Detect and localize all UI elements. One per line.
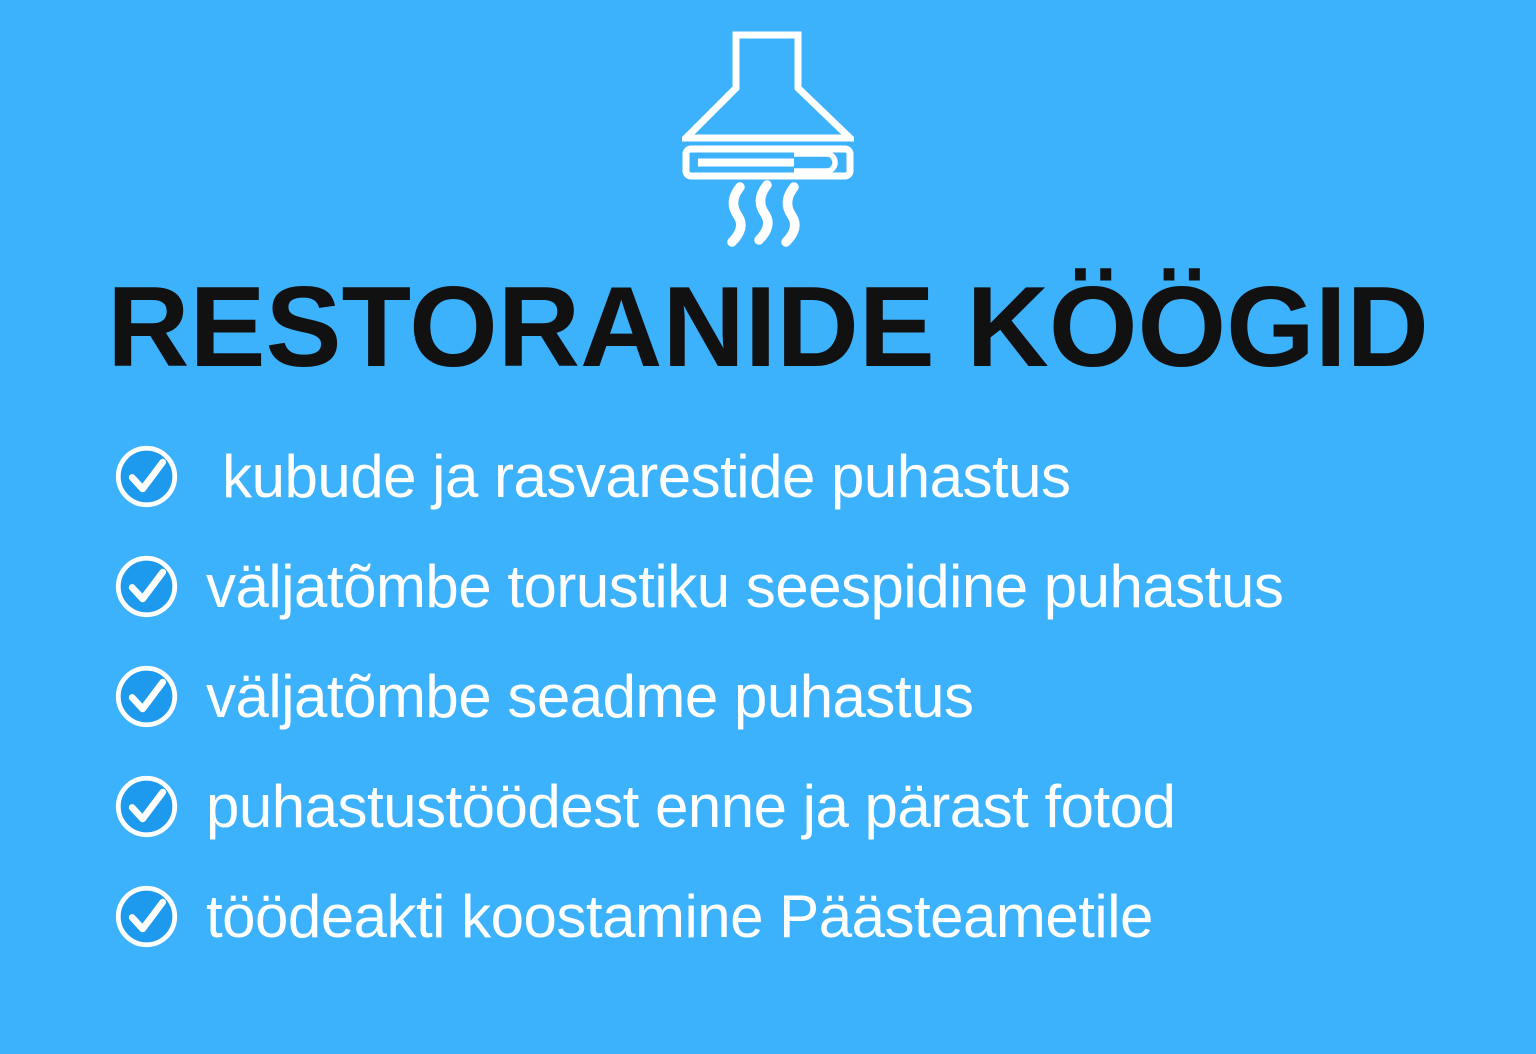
check-circle-icon [113, 663, 180, 730]
list-item-label: töödeakti koostamine Päästeametile [206, 882, 1153, 950]
list-item-label: väljatõmbe seadme puhastus [206, 662, 974, 730]
list-item-label: kubude ja rasvarestide puhastus [206, 442, 1071, 510]
check-circle-icon [113, 443, 180, 510]
list-item [113, 443, 1536, 509]
list-item [113, 883, 1536, 949]
page-title: RESTORANIDE KÖÖGID [107, 264, 1429, 391]
list-item [113, 663, 1536, 729]
list-item-label: puhastustöödest enne ja pärast fotod [206, 772, 1176, 840]
poster [0, 30, 1536, 1054]
checklist [0, 443, 1536, 949]
range-hood-icon [682, 30, 854, 250]
list-item-label: väljatõmbe torustiku seespidine puhastus [206, 552, 1284, 620]
list-item [113, 553, 1536, 619]
list-item [113, 773, 1536, 839]
check-circle-icon [113, 773, 180, 840]
check-circle-icon [113, 553, 180, 620]
check-circle-icon [113, 883, 180, 950]
